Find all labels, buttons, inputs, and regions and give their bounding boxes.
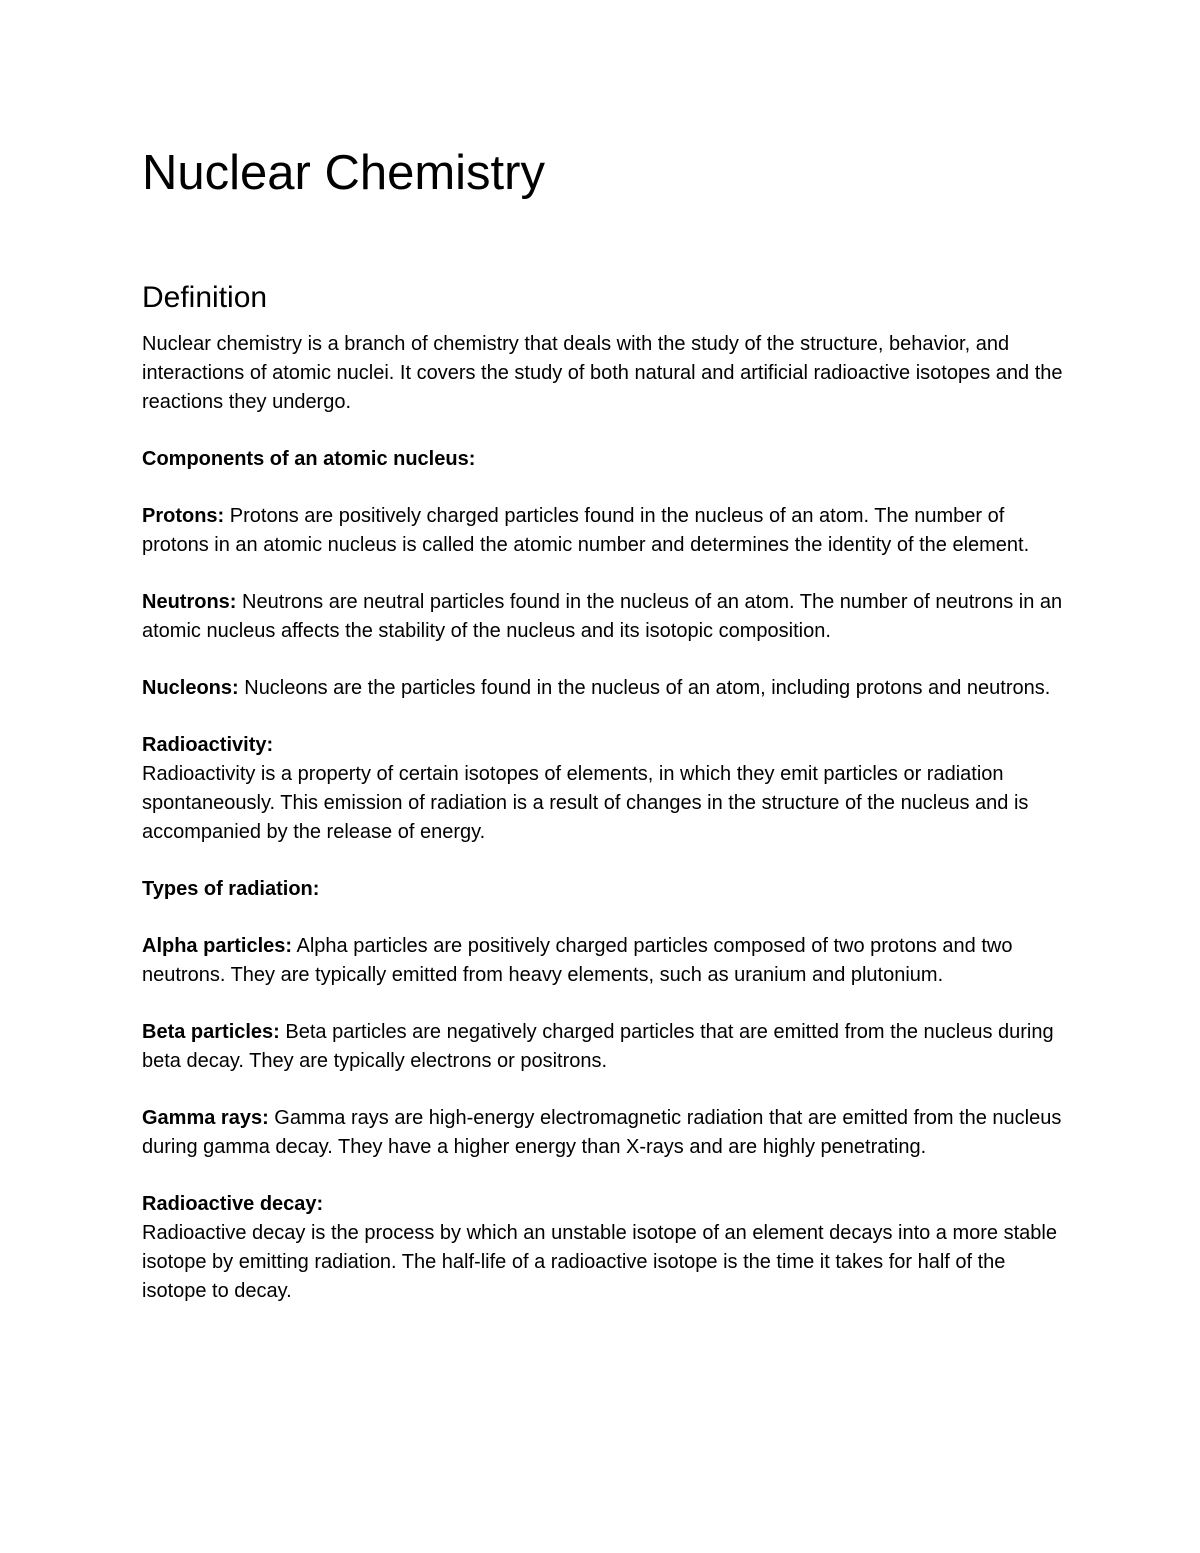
page-title: Nuclear Chemistry	[142, 146, 545, 200]
types-heading: Types of radiation:	[142, 878, 320, 900]
alpha-text: Alpha particles are positively charged particles composed of two protons and two neutrons. They are typically emitted from heavy elements, such as uranium and plutonium.	[142, 935, 1013, 986]
components-heading: Components of an atomic nucleus:	[142, 448, 476, 470]
gamma-label: Gamma rays:	[142, 1107, 269, 1129]
decay-paragraph	[142, 1190, 1072, 1306]
nucleons-text: Nucleons are the particles found in the nucleus of an atom, including protons and neutrons.	[238, 677, 1051, 699]
nucleons-label: Nucleons:	[142, 677, 239, 699]
nucleons-paragraph	[142, 674, 1072, 703]
neutrons-label: Neutrons:	[142, 591, 237, 613]
protons-text: Protons are positively charged particles found in the nucleus of an atom. The number of protons in an atomic nucleus is called the atomic number and determines the identity of the element.	[142, 505, 1030, 556]
document-body	[142, 330, 1072, 1306]
radioactivity-text: Radioactivity is a property of certain isotopes of elements, in which they emit particles or radiation spontaneously. This emission of radiation is a result of changes in the structure of the nucleus and is accompanied by the release of energy.	[142, 763, 1029, 843]
decay-text: Radioactive decay is the process by which an unstable isotope of an element decays into a more stable isotope by emitting radiation. The half-life of a radioactive isotope is the time it takes for half of the isotope to decay.	[142, 1222, 1057, 1302]
beta-label: Beta particles:	[142, 1021, 280, 1043]
alpha-label: Alpha particles:	[142, 935, 293, 957]
definition-paragraph: Nuclear chemistry is a branch of chemistry that deals with the study of the structure, behavior, and interactions of atomic nuclei. It covers the study of both natural and artificial radioactive isotopes and the reactions they undergo.	[142, 333, 1063, 413]
beta-paragraph	[142, 1018, 1072, 1076]
neutrons-text: Neutrons are neutral particles found in the nucleus of an atom. The number of neutrons in an atomic nucleus affects the stability of the nucleus and its isotopic composition.	[142, 591, 1063, 642]
protons-label: Protons:	[142, 505, 225, 527]
gamma-text: Gamma rays are high-energy electromagnetic radiation that are emitted from the nucleus during gamma decay. They have a higher energy than X-rays and are highly penetrating.	[142, 1107, 1062, 1158]
alpha-paragraph	[142, 932, 1072, 990]
radioactivity-label: Radioactivity:	[142, 734, 274, 756]
gamma-paragraph	[142, 1104, 1072, 1162]
beta-text: Beta particles are negatively charged particles that are emitted from the nucleus during beta decay. They are typically electrons or positrons.	[142, 1021, 1054, 1072]
section-heading-definition: Definition	[142, 281, 268, 314]
protons-paragraph	[142, 502, 1072, 560]
neutrons-paragraph	[142, 588, 1072, 646]
radioactivity-paragraph	[142, 731, 1072, 847]
decay-label: Radioactive decay:	[142, 1193, 324, 1215]
